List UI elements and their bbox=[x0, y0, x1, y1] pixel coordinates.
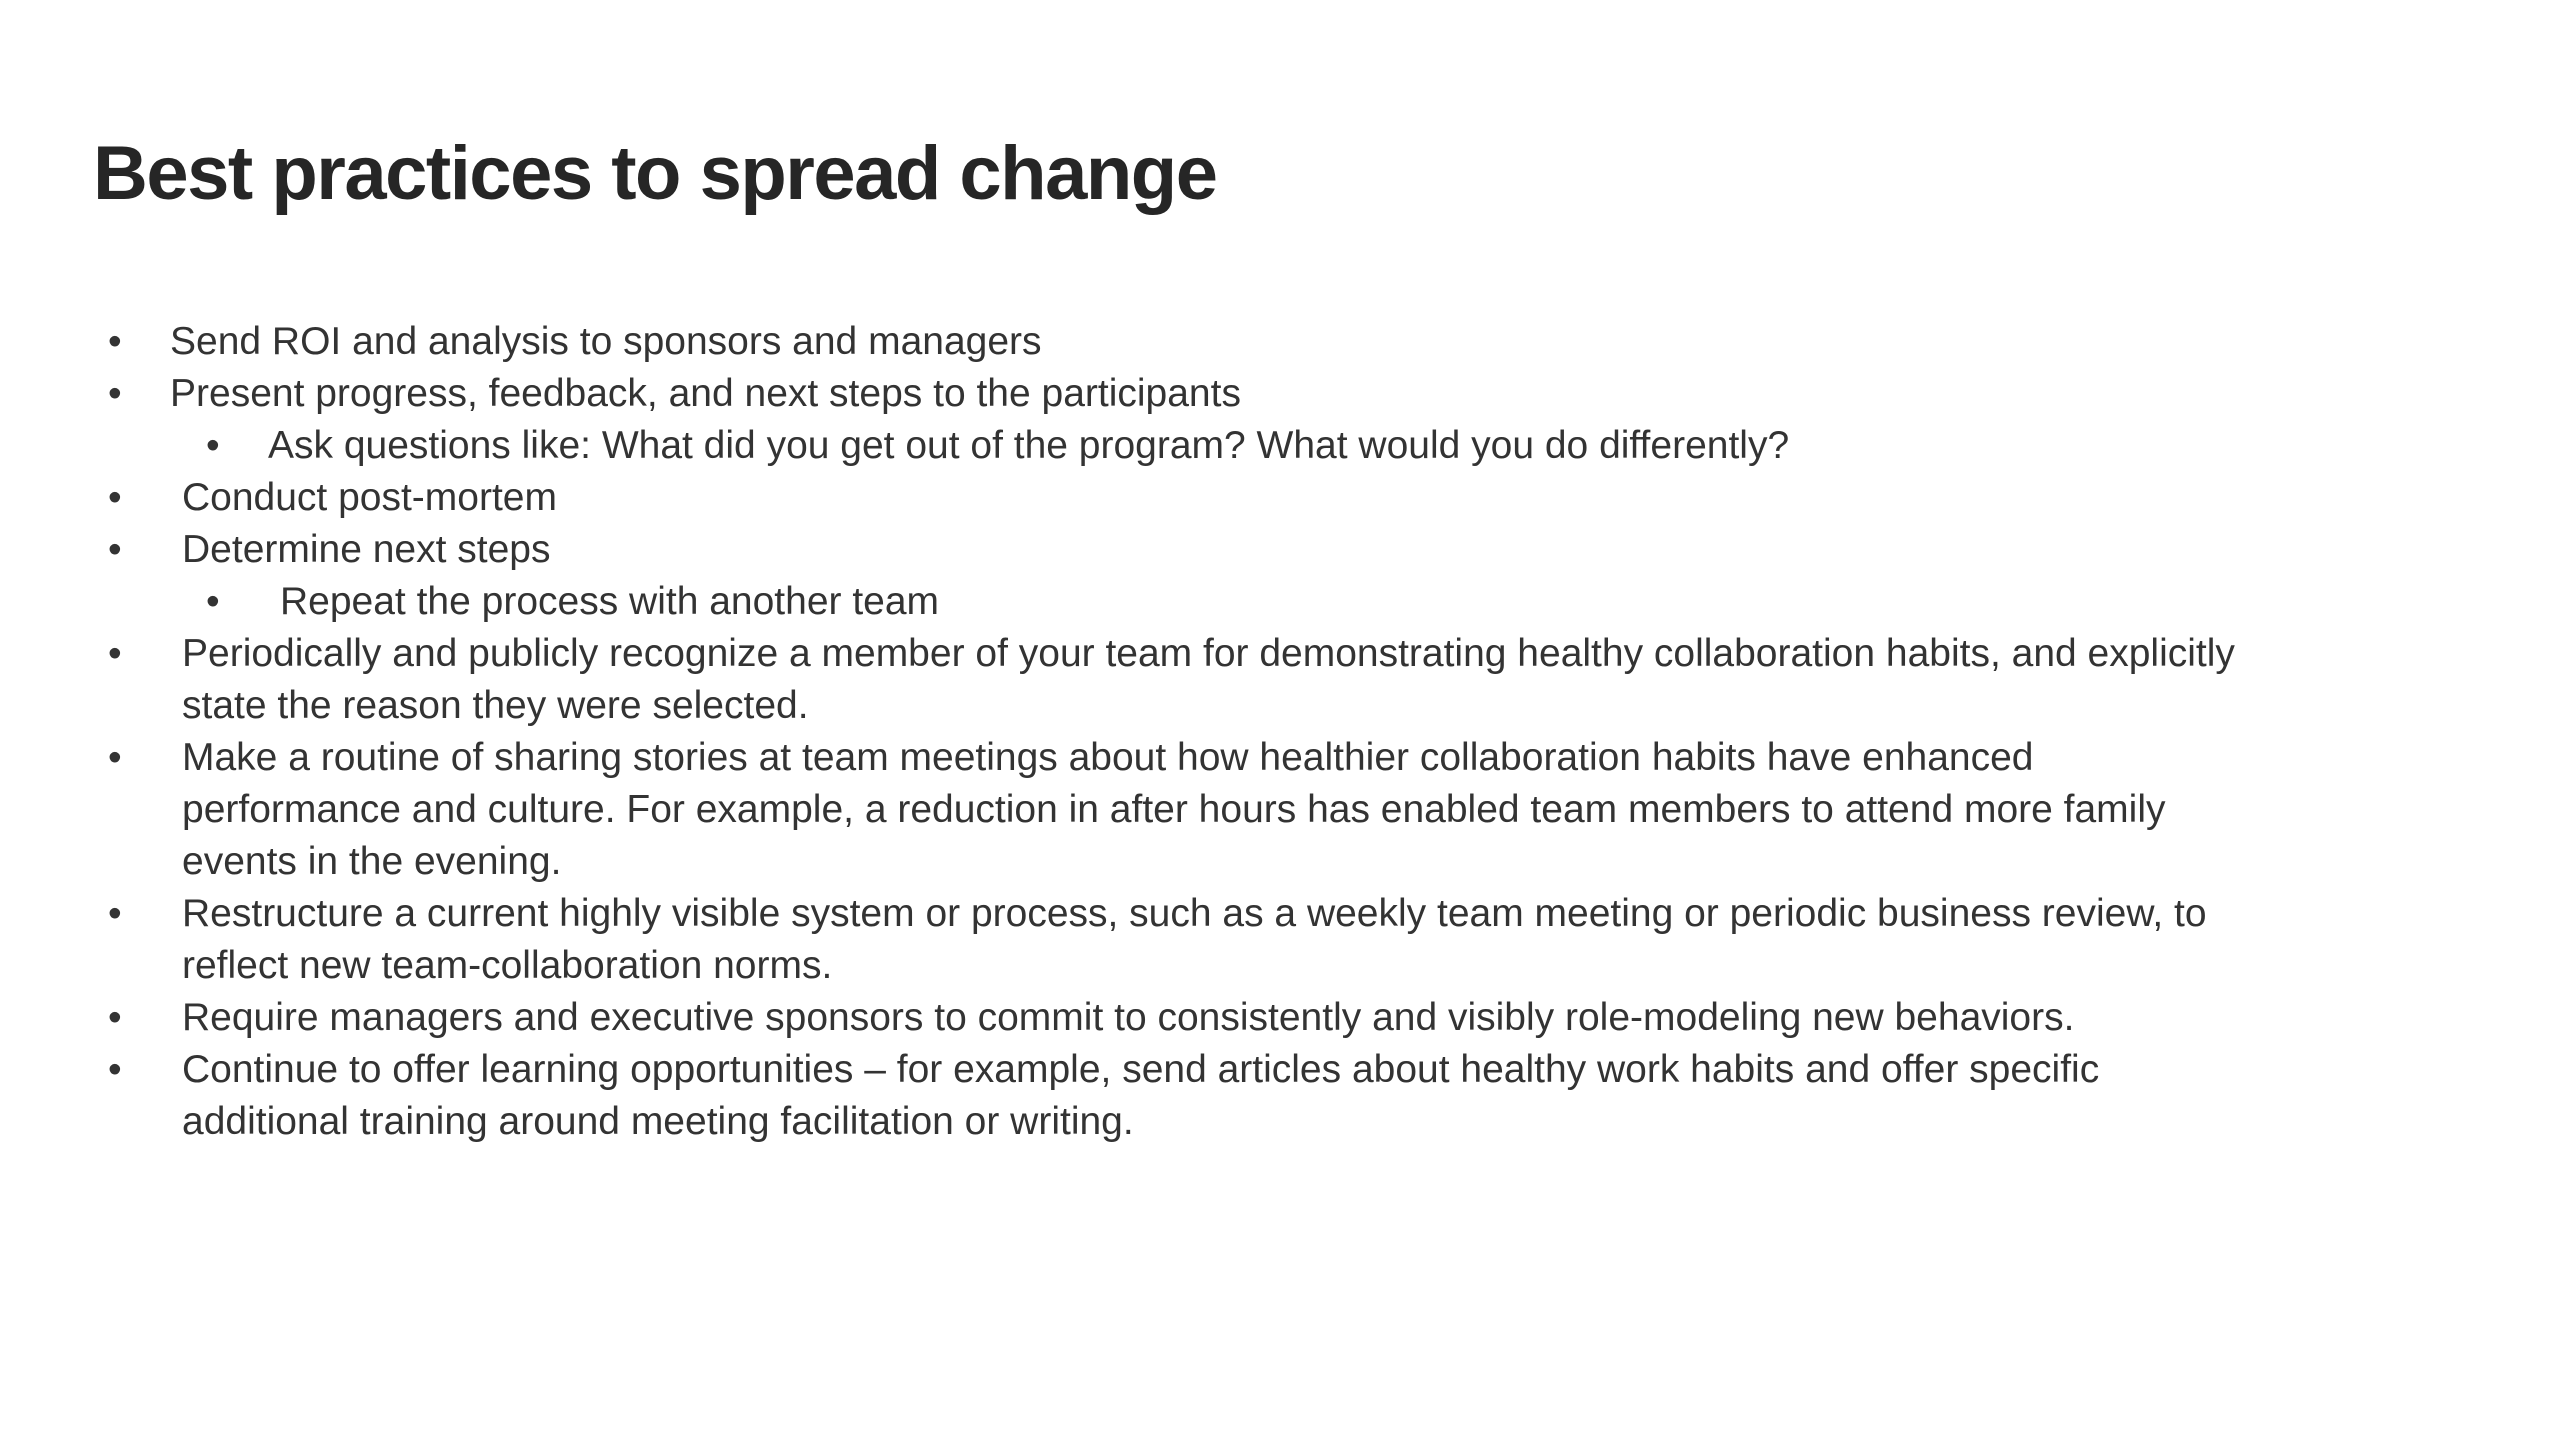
bullet-text bbox=[268, 420, 1789, 472]
bullet-text bbox=[182, 888, 2207, 992]
bullet-line: Continue to offer learning opportunities – for example, send articles about healthy work habits and offer specific bbox=[182, 1048, 2100, 1091]
bullet-marker: • bbox=[108, 1048, 122, 1091]
bullet-line: Make a routine of sharing stories at team meetings about how healthier collaboration habits have enhanced bbox=[182, 736, 2034, 779]
bullet-marker: • bbox=[206, 580, 220, 623]
bullet-line: reflect new team-collaboration norms. bbox=[182, 944, 833, 987]
bullet-text bbox=[170, 316, 1042, 368]
bullet-list bbox=[0, 316, 2560, 1148]
bullet-marker: • bbox=[108, 320, 122, 363]
bullet-item bbox=[0, 628, 2560, 732]
bullet-marker: • bbox=[108, 372, 122, 415]
bullet-text bbox=[280, 576, 939, 628]
bullet-line: Conduct post-mortem bbox=[182, 476, 557, 519]
bullet-line: Periodically and publicly recognize a member of your team for demonstrating healthy collaboration habits, and explicitly bbox=[182, 632, 2235, 675]
bullet-marker: • bbox=[108, 736, 122, 779]
slide-title: Best practices to spread change bbox=[93, 131, 1217, 216]
bullet-item bbox=[0, 472, 2560, 524]
bullet-item bbox=[0, 524, 2560, 576]
bullet-text bbox=[182, 992, 2074, 1044]
bullet-text bbox=[170, 368, 1241, 420]
bullet-marker: • bbox=[108, 528, 122, 571]
bullet-text bbox=[182, 732, 2166, 888]
bullet-line: additional training around meeting facilitation or writing. bbox=[182, 1100, 1134, 1143]
bullet-line: Present progress, feedback, and next steps to the participants bbox=[170, 372, 1241, 415]
bullet-line: state the reason they were selected. bbox=[182, 684, 809, 727]
bullet-text bbox=[182, 628, 2235, 732]
bullet-line: Restructure a current highly visible system or process, such as a weekly team meeting or periodic business review, to bbox=[182, 892, 2207, 935]
sub-bullet-item bbox=[0, 576, 2560, 628]
bullet-line: Require managers and executive sponsors to commit to consistently and visibly role-modeling new behaviors. bbox=[182, 996, 2075, 1039]
bullet-line: Determine next steps bbox=[182, 528, 551, 571]
bullet-marker: • bbox=[206, 424, 220, 467]
bullet-item bbox=[0, 732, 2560, 888]
bullet-line: performance and culture. For example, a reduction in after hours has enabled team members to attend more family bbox=[182, 788, 2166, 831]
bullet-text bbox=[182, 524, 551, 576]
bullet-item bbox=[0, 992, 2560, 1044]
bullet-marker: • bbox=[108, 892, 122, 935]
bullet-text bbox=[182, 472, 557, 524]
bullet-item bbox=[0, 888, 2560, 992]
bullet-line: events in the evening. bbox=[182, 840, 562, 883]
bullet-line: Send ROI and analysis to sponsors and managers bbox=[170, 320, 1042, 363]
bullet-item bbox=[0, 316, 2560, 368]
sub-bullet-item bbox=[0, 420, 2560, 472]
bullet-line: Repeat the process with another team bbox=[280, 580, 940, 623]
bullet-item bbox=[0, 368, 2560, 420]
bullet-text bbox=[182, 1044, 2099, 1148]
bullet-marker: • bbox=[108, 632, 122, 675]
bullet-line: Ask questions like: What did you get out of the program? What would you do differently? bbox=[268, 424, 1790, 467]
bullet-marker: • bbox=[108, 996, 122, 1039]
bullet-marker: • bbox=[108, 476, 122, 519]
bullet-item bbox=[0, 1044, 2560, 1148]
